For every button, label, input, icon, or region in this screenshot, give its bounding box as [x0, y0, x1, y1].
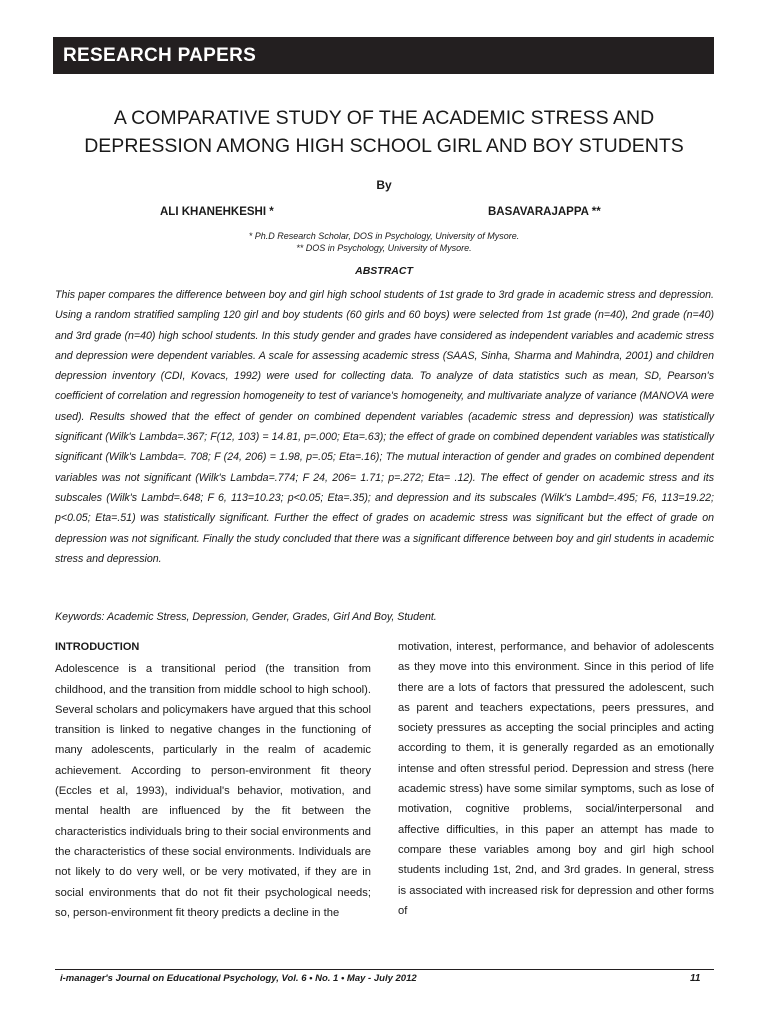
section-banner: RESEARCH PAPERS [53, 37, 714, 74]
title-line-2: DEPRESSION AMONG HIGH SCHOOL GIRL AND BOY STUDENTS [84, 135, 684, 157]
introduction-heading: INTRODUCTION [55, 641, 140, 653]
abstract-text: This paper compares the difference between boy and girl high school students of 1st grade to 3rd grade in academic stress and depression. Using a random stratified sampling 120 girl and boy students (60 girls and 60 boys) were selected from 1st grade (n=40), 2nd grade (n=40) and 3rd grade (n=40) high school students. In this study gender and grades have considered as independent variables and academic stress and depression were dependent variables. A scale for assessing academic stress (SAAS, Sinha, Sharma and Mahindra, 2001) and children depression inventory (CDI, Kovacs, 1992) were used for collecting data. To analyze of data statistics such as mean, SD, Pearson's coefficient of correlation and regression homogeneity to test of variance's homogeneity, and multivariate analyze of variance (MANOVA were used). Results showed that the effect of gender on combined dependent variables (academic stress and depression) was statistically significant (Wilk's Lambda=.367; F(12, 103) = 14.81, p=.000; Eta=.63); the effect of grade on combined dependent variables was statistically significant (Wilk's Lambda=. 708; F (24, 206) = 1.98, p=.05; Eta=.16); The mutual interaction of gender and grades on combined dependent variables was not significant (Wilk's Lambda=.774; F 24, 206= 1.71; p=.272; Eta= .12). The effect of gender on academic stress and its subscales (Wilk's Lambd=.648; F 6, 113=10.23; p<0.05; Eta=.35); and depression and its subscales (Wilk's Lambd=.495; F6, 113=19.22; p<0.05; Eta=.51) was statistically significant. Further the effect of grades on academic stress was significant but the effect of grade on depression was not significant. Finally the study concluded that there was a significant difference between boy and girl students in academic stress and depression. [55, 289, 714, 565]
footer-rule [55, 969, 714, 970]
page-number: 11 [690, 973, 701, 984]
body-column-left [55, 637, 371, 923]
by-label: By [376, 178, 392, 192]
keywords: Keywords: Academic Stress, Depression, Gender, Grades, Girl And Boy, Student. [55, 611, 437, 623]
footer-journal: i-manager's Journal on Educational Psychology, Vol. 6 • No. 1 • May - July 2012 [60, 973, 417, 984]
abstract-heading: ABSTRACT [355, 265, 413, 277]
intro-paragraph-left: Adolescence is a transitional period (the transition from childhood, and the transition from middle school to high school). Several scholars and policymakers have argued that this school transition is linked to negative changes in the functioning of many adolescents, particularly in the realm of academic achievement. According to person-environment fit theory (Eccles et al, 1993), individual's behavior, motivation, and mental health are influenced by the fit between the characteristics individuals bring to their social environments and the characteristics of these social environments. Individuals are not likely to do very well, or be very motivated, if they are in social environments that do not fit their psychological needs; so, person-environment fit theory predicts a decline in the [55, 663, 371, 919]
paper-title [40, 104, 728, 160]
author-2: BASAVARAJAPPA ** [488, 206, 601, 218]
affiliation-2: ** DOS in Psychology, University of Mysore. [296, 243, 472, 253]
author-1: ALI KHANEHKESHI * [160, 206, 274, 218]
affiliation-1: * Ph.D Research Scholar, DOS in Psychology, University of Mysore. [248, 231, 520, 241]
intro-paragraph-right: motivation, interest, performance, and behavior of adolescents as they move into this environment. Since in this period of life there are a lots of factors that pressured the adolescent, such as parent and teachers expectations, peers pressures, and society pressures as accepting the social principles and acting according to them, it is generally regarded as an emotionally intense and often stressful period. Depression and stress (here academic stress) have some similar symptoms, such as lose of motivation, cognitive problems, social/interpersonal and affective difficulties, in this paper an attempt has made to compare these variables among boy and girl high school students including 1st, 2nd, and 3rd grades. In general, stress is associated with increased risk for depression and other forms of [398, 641, 714, 917]
body-column-right [398, 637, 714, 921]
title-line-1: A COMPARATIVE STUDY OF THE ACADEMIC STRESS AND [113, 107, 655, 129]
